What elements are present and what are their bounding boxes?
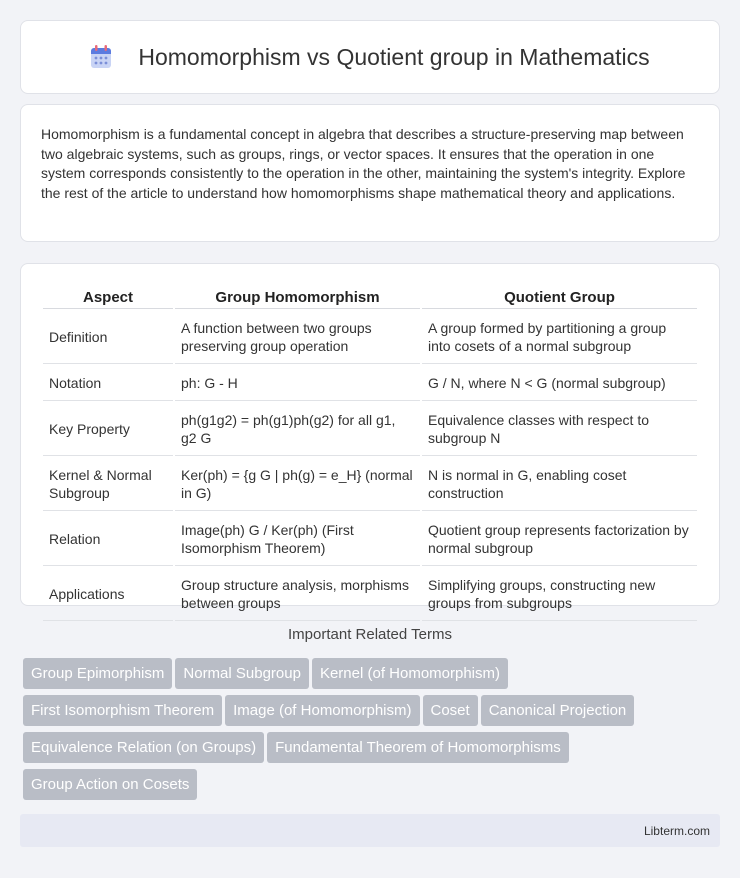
table-row — [43, 366, 697, 401]
table-cell-aspect: Definition — [43, 311, 173, 364]
comparison-table — [41, 284, 699, 623]
table-cell-quotient: Quotient group represents factorization by normal subgroup — [422, 513, 697, 566]
table-cell-homomorphism: ph(g1g2) = ph(g1)ph(g2) for all g1, g2 G — [175, 403, 420, 456]
table-row — [43, 403, 697, 456]
footer — [20, 814, 720, 847]
table-cell-aspect: Key Property — [43, 403, 173, 456]
related-term-tag[interactable]: Group Epimorphism — [23, 658, 172, 689]
table-row — [43, 513, 697, 566]
page-title: Homomorphism vs Quotient group in Mathematics — [138, 43, 650, 70]
column-header-group-homomorphism: Group Homomorphism — [175, 286, 420, 309]
footer-site-link[interactable]: Libterm.com — [643, 823, 710, 838]
table-row — [43, 311, 697, 364]
calendar-icon — [90, 45, 112, 69]
intro-paragraph: Homomorphism is a fundamental concept in algebra that describes a structure-preserving map between two algebraic systems, such as groups, rings, or vector spaces. It ensures that the operation in one system corresponds consistently to the operation in the other, maintaining the system's integrity. Explore the rest of the article to understand how homomorphisms shape mathematical theory and applications. — [41, 126, 686, 201]
column-header-quotient-group: Quotient Group — [422, 286, 697, 309]
comparison-table-card — [20, 263, 720, 611]
related-term-tag[interactable]: Normal Subgroup — [175, 658, 309, 689]
table-cell-quotient: G / N, where N < G (normal subgroup) — [422, 366, 697, 401]
related-term-tag[interactable]: Fundamental Theorem of Homomorphisms — [267, 732, 569, 763]
table-cell-homomorphism: ph: G - H — [175, 366, 420, 401]
table-cell-aspect: Kernel & Normal Subgroup — [43, 458, 173, 511]
related-term-tag[interactable]: Coset — [423, 695, 478, 726]
table-cell-aspect: Notation — [43, 366, 173, 401]
table-cell-aspect: Relation — [43, 513, 173, 566]
table-cell-quotient: Equivalence classes with respect to subgroup N — [422, 403, 697, 456]
table-cell-homomorphism: Image(ph) G / Ker(ph) (First Isomorphism Theorem) — [175, 513, 420, 566]
related-terms-list — [23, 658, 723, 806]
intro-card — [20, 104, 720, 242]
header-card — [20, 20, 720, 94]
related-term-tag[interactable]: Canonical Projection — [481, 695, 635, 726]
related-term-tag[interactable]: Kernel (of Homomorphism) — [312, 658, 508, 689]
table-header-row — [43, 286, 697, 309]
table-cell-aspect: Applications — [43, 568, 173, 621]
table-cell-quotient: A group formed by partitioning a group into cosets of a normal subgroup — [422, 311, 697, 364]
related-term-tag[interactable]: Image (of Homomorphism) — [225, 695, 419, 726]
table-cell-quotient: N is normal in G, enabling coset construction — [422, 458, 697, 511]
table-cell-homomorphism: A function between two groups preserving group operation — [175, 311, 420, 364]
table-row — [43, 568, 697, 621]
related-term-tag[interactable]: Equivalence Relation (on Groups) — [23, 732, 264, 763]
table-cell-homomorphism: Ker(ph) = {g G | ph(g) = e_H} (normal in G) — [175, 458, 420, 511]
related-term-tag[interactable]: Group Action on Cosets — [23, 769, 197, 800]
related-terms-title: Important Related Terms — [288, 626, 452, 643]
table-cell-homomorphism: Group structure analysis, morphisms between groups — [175, 568, 420, 621]
column-header-aspect: Aspect — [43, 286, 173, 309]
related-term-tag[interactable]: First Isomorphism Theorem — [23, 695, 222, 726]
table-cell-quotient: Simplifying groups, constructing new groups from subgroups — [422, 568, 697, 621]
table-row — [43, 458, 697, 511]
